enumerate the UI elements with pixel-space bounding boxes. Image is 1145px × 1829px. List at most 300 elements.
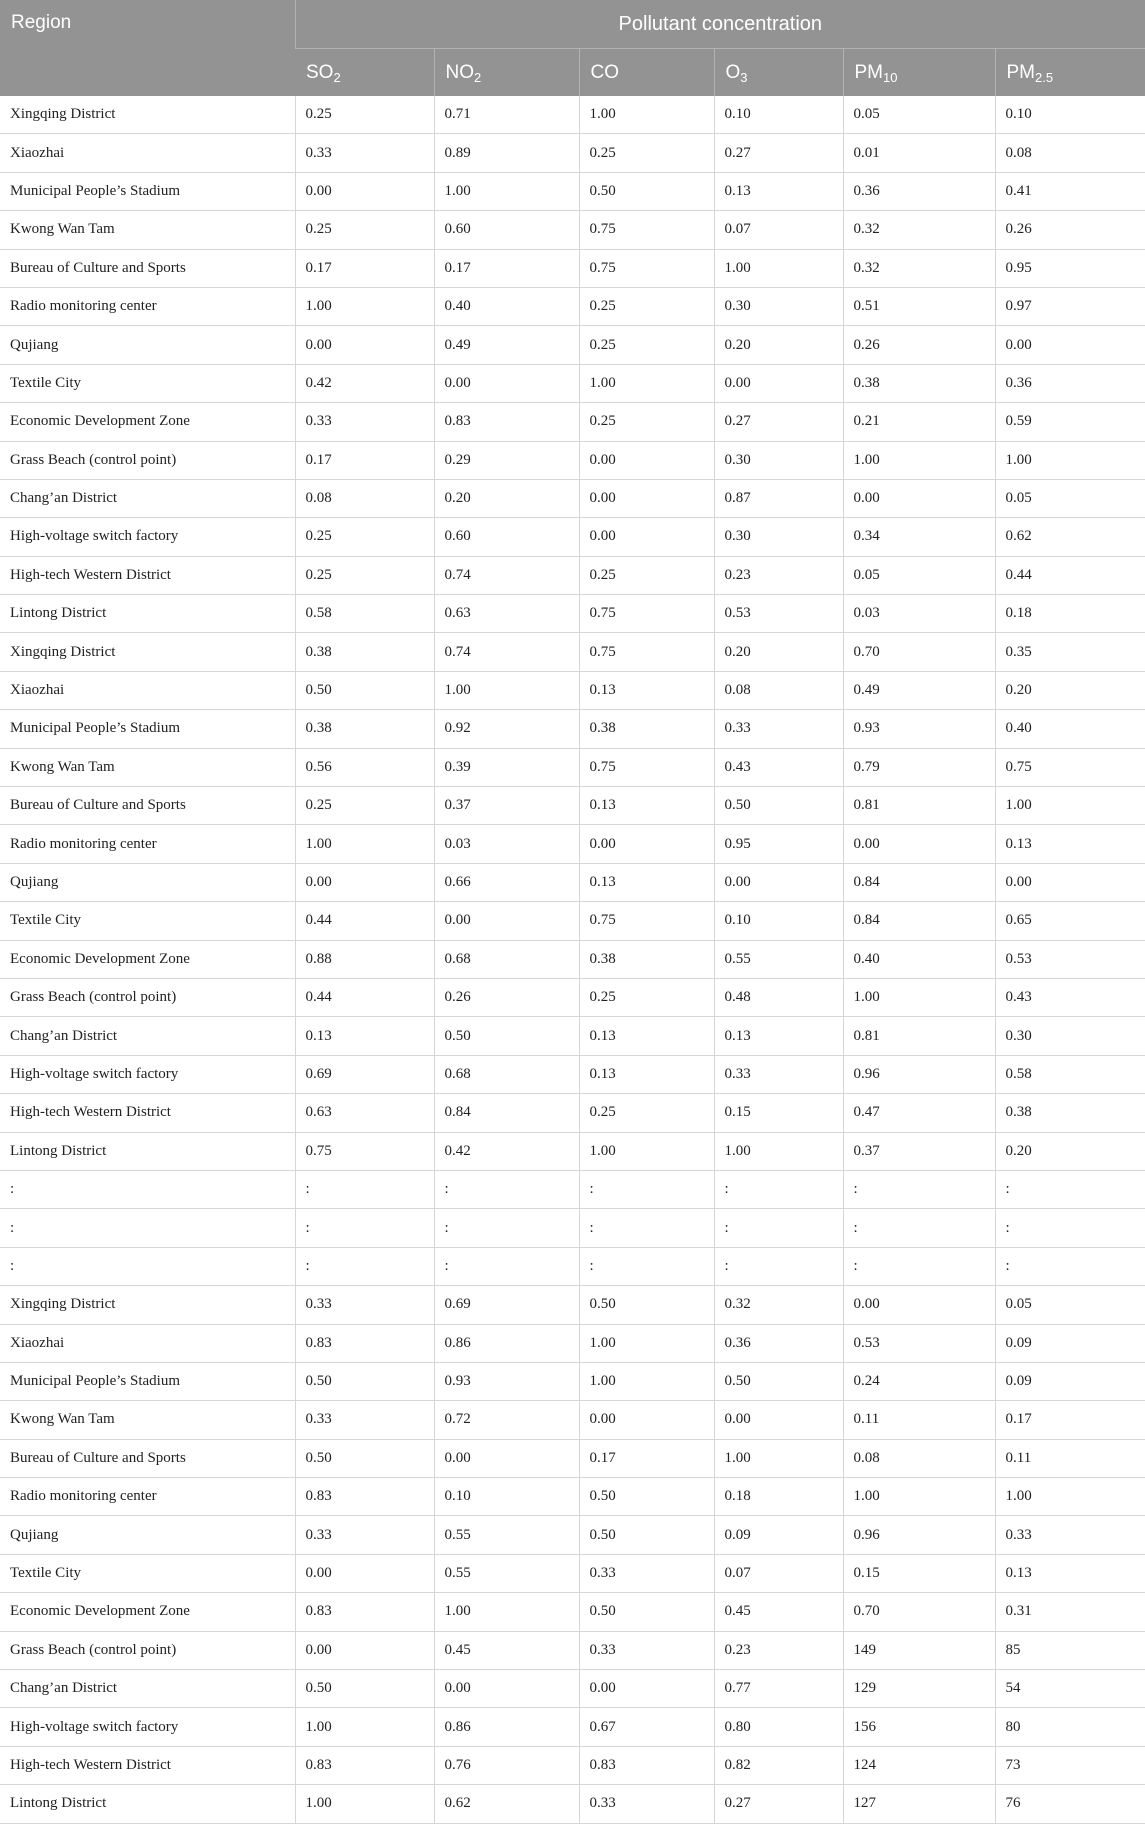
value-cell: 129 bbox=[843, 1670, 995, 1708]
value-cell: 0.26 bbox=[995, 211, 1145, 249]
pollutant-subscript: 3 bbox=[740, 69, 748, 85]
value-cell: 0.50 bbox=[295, 1670, 434, 1708]
value-cell: 0.33 bbox=[579, 1554, 714, 1592]
region-cell: Textile City bbox=[0, 364, 295, 402]
value-cell: 0.00 bbox=[843, 1286, 995, 1324]
value-cell: 0.09 bbox=[995, 1324, 1145, 1362]
value-cell: 0.33 bbox=[295, 1286, 434, 1324]
value-cell: 85 bbox=[995, 1631, 1145, 1669]
value-cell: 0.95 bbox=[714, 825, 843, 863]
value-cell: 54 bbox=[995, 1670, 1145, 1708]
value-cell: 0.60 bbox=[434, 211, 579, 249]
table-row bbox=[0, 1401, 1145, 1439]
value-cell: 0.05 bbox=[995, 479, 1145, 517]
region-cell: Radio monitoring center bbox=[0, 825, 295, 863]
value-cell: 0.84 bbox=[434, 1094, 579, 1132]
value-cell: 0.08 bbox=[295, 479, 434, 517]
region-cell: Kwong Wan Tam bbox=[0, 748, 295, 786]
value-cell: 0.05 bbox=[843, 556, 995, 594]
region-cell: Grass Beach (control point) bbox=[0, 1631, 295, 1669]
value-cell: 0.25 bbox=[579, 556, 714, 594]
region-cell: Grass Beach (control point) bbox=[0, 978, 295, 1016]
value-cell: 0.97 bbox=[995, 287, 1145, 325]
region-cell: Lintong District bbox=[0, 1132, 295, 1170]
value-cell: : bbox=[714, 1209, 843, 1247]
value-cell: 0.29 bbox=[434, 441, 579, 479]
value-cell: 0.32 bbox=[843, 211, 995, 249]
value-cell: 0.50 bbox=[579, 1593, 714, 1631]
region-cell: Xingqing District bbox=[0, 96, 295, 134]
value-cell: 1.00 bbox=[579, 1324, 714, 1362]
value-cell: 0.00 bbox=[434, 364, 579, 402]
value-cell: 1.00 bbox=[434, 671, 579, 709]
value-cell: 0.50 bbox=[295, 1439, 434, 1477]
value-cell: : bbox=[714, 1247, 843, 1285]
value-cell: 0.38 bbox=[843, 364, 995, 402]
pollutant-header bbox=[579, 49, 714, 97]
region-cell: Qujiang bbox=[0, 326, 295, 364]
value-cell: 0.50 bbox=[579, 172, 714, 210]
value-cell: 0.00 bbox=[434, 902, 579, 940]
value-cell: 0.50 bbox=[579, 1516, 714, 1554]
table-row bbox=[0, 1670, 1145, 1708]
value-cell: 0.05 bbox=[843, 96, 995, 134]
pollutant-name: O bbox=[725, 61, 741, 83]
value-cell: 0.20 bbox=[714, 326, 843, 364]
value-cell: 0.08 bbox=[714, 671, 843, 709]
value-cell: : bbox=[843, 1247, 995, 1285]
value-cell: 0.33 bbox=[579, 1631, 714, 1669]
value-cell: : bbox=[714, 1170, 843, 1208]
value-cell: 1.00 bbox=[295, 287, 434, 325]
pollutant-header bbox=[843, 49, 995, 97]
value-cell: 0.00 bbox=[295, 172, 434, 210]
value-cell: 0.00 bbox=[579, 479, 714, 517]
value-cell: 0.68 bbox=[434, 940, 579, 978]
value-cell: 0.13 bbox=[579, 863, 714, 901]
value-cell: 0.07 bbox=[714, 1554, 843, 1592]
value-cell: 0.49 bbox=[843, 671, 995, 709]
value-cell: 0.59 bbox=[995, 403, 1145, 441]
value-cell: 0.50 bbox=[714, 1362, 843, 1400]
value-cell: 0.89 bbox=[434, 134, 579, 172]
region-cell: Municipal People’s Stadium bbox=[0, 710, 295, 748]
table-row bbox=[0, 978, 1145, 1016]
value-cell: : bbox=[295, 1247, 434, 1285]
value-cell: : bbox=[995, 1170, 1145, 1208]
value-cell: 0.96 bbox=[843, 1055, 995, 1093]
value-cell: : bbox=[434, 1209, 579, 1247]
value-cell: 0.75 bbox=[579, 595, 714, 633]
value-cell: 0.07 bbox=[714, 211, 843, 249]
pollutant-name: CO bbox=[590, 61, 619, 83]
table-row bbox=[0, 1631, 1145, 1669]
value-cell: 0.92 bbox=[434, 710, 579, 748]
value-cell: 0.42 bbox=[295, 364, 434, 402]
value-cell: 0.21 bbox=[843, 403, 995, 441]
value-cell: 0.84 bbox=[843, 863, 995, 901]
value-cell: 0.11 bbox=[995, 1439, 1145, 1477]
value-cell: 156 bbox=[843, 1708, 995, 1746]
pollutant-name: PM bbox=[854, 61, 883, 83]
region-cell: Bureau of Culture and Sports bbox=[0, 249, 295, 287]
value-cell: : bbox=[995, 1247, 1145, 1285]
value-cell: 0.40 bbox=[843, 940, 995, 978]
value-cell: 0.83 bbox=[295, 1324, 434, 1362]
value-cell: 0.43 bbox=[995, 978, 1145, 1016]
pollutant-name: NO bbox=[445, 61, 474, 83]
value-cell: 1.00 bbox=[843, 441, 995, 479]
region-cell: Chang’an District bbox=[0, 1017, 295, 1055]
value-cell: 0.17 bbox=[434, 249, 579, 287]
value-cell: 0.39 bbox=[434, 748, 579, 786]
value-cell: 0.70 bbox=[843, 1593, 995, 1631]
value-cell: 0.67 bbox=[579, 1708, 714, 1746]
region-cell: Grass Beach (control point) bbox=[0, 441, 295, 479]
value-cell: 0.13 bbox=[714, 1017, 843, 1055]
table-row bbox=[0, 671, 1145, 709]
value-cell: 0.25 bbox=[579, 1094, 714, 1132]
value-cell: 0.00 bbox=[714, 863, 843, 901]
value-cell: 0.75 bbox=[579, 249, 714, 287]
table-row bbox=[0, 1247, 1145, 1285]
value-cell: 0.34 bbox=[843, 518, 995, 556]
value-cell: 0.37 bbox=[434, 787, 579, 825]
value-cell: 0.65 bbox=[995, 902, 1145, 940]
value-cell: : bbox=[434, 1247, 579, 1285]
value-cell: : bbox=[295, 1170, 434, 1208]
value-cell: 0.25 bbox=[295, 96, 434, 134]
value-cell: 0.08 bbox=[995, 134, 1145, 172]
value-cell: 1.00 bbox=[995, 787, 1145, 825]
value-cell: 0.33 bbox=[295, 1516, 434, 1554]
table-row bbox=[0, 710, 1145, 748]
value-cell: 0.76 bbox=[434, 1746, 579, 1784]
value-cell: 0.25 bbox=[579, 134, 714, 172]
value-cell: 0.82 bbox=[714, 1746, 843, 1784]
value-cell: 0.74 bbox=[434, 556, 579, 594]
value-cell: 0.48 bbox=[714, 978, 843, 1016]
region-cell: Economic Development Zone bbox=[0, 1593, 295, 1631]
value-cell: 1.00 bbox=[579, 96, 714, 134]
value-cell: 0.55 bbox=[714, 940, 843, 978]
region-cell: High-voltage switch factory bbox=[0, 518, 295, 556]
pollutant-subscript: 2 bbox=[474, 69, 482, 85]
table-row bbox=[0, 1362, 1145, 1400]
value-cell: 0.11 bbox=[843, 1401, 995, 1439]
pollutant-subscript: 2 bbox=[333, 69, 341, 85]
value-cell: 0.35 bbox=[995, 633, 1145, 671]
region-cell: High-tech Western District bbox=[0, 1094, 295, 1132]
value-cell: 0.25 bbox=[295, 211, 434, 249]
value-cell: 0.38 bbox=[295, 633, 434, 671]
value-cell: : bbox=[843, 1170, 995, 1208]
value-cell: 0.15 bbox=[843, 1554, 995, 1592]
table-row bbox=[0, 134, 1145, 172]
table-row bbox=[0, 1478, 1145, 1516]
pollutant-header bbox=[434, 49, 579, 97]
value-cell: 1.00 bbox=[434, 172, 579, 210]
region-cell: High-tech Western District bbox=[0, 1746, 295, 1784]
value-cell: 0.26 bbox=[843, 326, 995, 364]
value-cell: 0.50 bbox=[434, 1017, 579, 1055]
value-cell: 0.42 bbox=[434, 1132, 579, 1170]
value-cell: 0.75 bbox=[995, 748, 1145, 786]
table-row bbox=[0, 1170, 1145, 1208]
value-cell: 0.38 bbox=[995, 1094, 1145, 1132]
value-cell: 0.13 bbox=[995, 825, 1145, 863]
value-cell: 0.25 bbox=[579, 978, 714, 1016]
value-cell: 0.00 bbox=[434, 1670, 579, 1708]
table-row bbox=[0, 1055, 1145, 1093]
table-row bbox=[0, 1516, 1145, 1554]
value-cell: 0.63 bbox=[295, 1094, 434, 1132]
value-cell: 0.60 bbox=[434, 518, 579, 556]
value-cell: : bbox=[995, 1209, 1145, 1247]
value-cell: 0.56 bbox=[295, 748, 434, 786]
region-cell: Economic Development Zone bbox=[0, 403, 295, 441]
value-cell: 0.33 bbox=[714, 710, 843, 748]
value-cell: 0.62 bbox=[434, 1785, 579, 1823]
value-cell: 0.15 bbox=[714, 1094, 843, 1132]
value-cell: 0.08 bbox=[843, 1439, 995, 1477]
region-header: Region bbox=[0, 0, 295, 96]
region-cell: Radio monitoring center bbox=[0, 1478, 295, 1516]
value-cell: 0.33 bbox=[995, 1516, 1145, 1554]
table-row bbox=[0, 403, 1145, 441]
value-cell: 0.13 bbox=[714, 172, 843, 210]
value-cell: 0.74 bbox=[434, 633, 579, 671]
region-cell: : bbox=[0, 1209, 295, 1247]
value-cell: 0.83 bbox=[295, 1746, 434, 1784]
value-cell: 0.30 bbox=[714, 441, 843, 479]
value-cell: 0.53 bbox=[995, 940, 1145, 978]
value-cell: 0.50 bbox=[579, 1478, 714, 1516]
value-cell: 0.32 bbox=[843, 249, 995, 287]
value-cell: : bbox=[295, 1209, 434, 1247]
value-cell: : bbox=[579, 1170, 714, 1208]
value-cell: 0.30 bbox=[714, 287, 843, 325]
value-cell: 0.00 bbox=[843, 479, 995, 517]
table-row bbox=[0, 1785, 1145, 1823]
value-cell: 0.47 bbox=[843, 1094, 995, 1132]
value-cell: 0.00 bbox=[995, 863, 1145, 901]
value-cell: 0.23 bbox=[714, 1631, 843, 1669]
value-cell: 1.00 bbox=[995, 1478, 1145, 1516]
pollutant-subscript: 2.5 bbox=[1035, 69, 1054, 85]
region-cell: Textile City bbox=[0, 1554, 295, 1592]
value-cell: 0.40 bbox=[995, 710, 1145, 748]
value-cell: 0.30 bbox=[714, 518, 843, 556]
value-cell: 0.00 bbox=[579, 1670, 714, 1708]
value-cell: 0.55 bbox=[434, 1516, 579, 1554]
value-cell: 0.18 bbox=[995, 595, 1145, 633]
region-cell: : bbox=[0, 1170, 295, 1208]
pollutant-name: PM bbox=[1006, 61, 1035, 83]
value-cell: 0.00 bbox=[434, 1439, 579, 1477]
value-cell: 0.17 bbox=[295, 441, 434, 479]
table-row bbox=[0, 1094, 1145, 1132]
value-cell: 0.25 bbox=[295, 518, 434, 556]
region-cell: Qujiang bbox=[0, 863, 295, 901]
value-cell: 0.58 bbox=[995, 1055, 1145, 1093]
value-cell: 0.87 bbox=[714, 479, 843, 517]
table-row bbox=[0, 1439, 1145, 1477]
value-cell: 0.27 bbox=[714, 1785, 843, 1823]
region-cell: Xingqing District bbox=[0, 1286, 295, 1324]
value-cell: : bbox=[434, 1170, 579, 1208]
value-cell: 0.86 bbox=[434, 1708, 579, 1746]
value-cell: 0.18 bbox=[714, 1478, 843, 1516]
value-cell: 0.69 bbox=[434, 1286, 579, 1324]
value-cell: 1.00 bbox=[714, 1439, 843, 1477]
value-cell: 0.09 bbox=[995, 1362, 1145, 1400]
region-cell: Chang’an District bbox=[0, 1670, 295, 1708]
value-cell: 0.20 bbox=[714, 633, 843, 671]
pollutant-header bbox=[295, 49, 434, 97]
table-row bbox=[0, 633, 1145, 671]
value-cell: 0.00 bbox=[579, 825, 714, 863]
value-cell: 0.00 bbox=[843, 825, 995, 863]
value-cell: 0.33 bbox=[295, 1401, 434, 1439]
value-cell: 0.50 bbox=[714, 787, 843, 825]
value-cell: 0.10 bbox=[714, 902, 843, 940]
table-row bbox=[0, 96, 1145, 134]
value-cell: 0.00 bbox=[714, 364, 843, 402]
value-cell: : bbox=[843, 1209, 995, 1247]
value-cell: 0.33 bbox=[579, 1785, 714, 1823]
value-cell: 0.95 bbox=[995, 249, 1145, 287]
value-cell: 0.96 bbox=[843, 1516, 995, 1554]
region-cell: Bureau of Culture and Sports bbox=[0, 787, 295, 825]
value-cell: 1.00 bbox=[434, 1593, 579, 1631]
value-cell: 0.62 bbox=[995, 518, 1145, 556]
table-row bbox=[0, 940, 1145, 978]
pollutant-subscript: 10 bbox=[883, 69, 898, 85]
value-cell: 0.33 bbox=[295, 403, 434, 441]
table-row bbox=[0, 211, 1145, 249]
table-row bbox=[0, 556, 1145, 594]
table-row bbox=[0, 1746, 1145, 1784]
value-cell: 0.00 bbox=[579, 518, 714, 556]
value-cell: 0.49 bbox=[434, 326, 579, 364]
value-cell: 0.93 bbox=[434, 1362, 579, 1400]
value-cell: 0.72 bbox=[434, 1401, 579, 1439]
region-cell: High-tech Western District bbox=[0, 556, 295, 594]
region-cell: Chang’an District bbox=[0, 479, 295, 517]
value-cell: 0.10 bbox=[995, 96, 1145, 134]
pollutant-group-header: Pollutant concentration bbox=[295, 0, 1145, 49]
table-row bbox=[0, 172, 1145, 210]
region-cell: Radio monitoring center bbox=[0, 287, 295, 325]
region-cell: Xingqing District bbox=[0, 633, 295, 671]
value-cell: 0.75 bbox=[295, 1132, 434, 1170]
value-cell: 0.00 bbox=[579, 1401, 714, 1439]
value-cell: 0.75 bbox=[579, 902, 714, 940]
value-cell: 0.84 bbox=[843, 902, 995, 940]
value-cell: 0.75 bbox=[579, 211, 714, 249]
value-cell: 0.81 bbox=[843, 1017, 995, 1055]
value-cell: 76 bbox=[995, 1785, 1145, 1823]
value-cell: : bbox=[579, 1209, 714, 1247]
value-cell: 0.26 bbox=[434, 978, 579, 1016]
table-row bbox=[0, 287, 1145, 325]
value-cell: 0.31 bbox=[995, 1593, 1145, 1631]
value-cell: 1.00 bbox=[295, 825, 434, 863]
value-cell: 0.27 bbox=[714, 134, 843, 172]
value-cell: 0.50 bbox=[295, 1362, 434, 1400]
region-cell: Xiaozhai bbox=[0, 1324, 295, 1362]
region-cell: Xiaozhai bbox=[0, 134, 295, 172]
value-cell: 124 bbox=[843, 1746, 995, 1784]
value-cell: 149 bbox=[843, 1631, 995, 1669]
value-cell: 1.00 bbox=[843, 1478, 995, 1516]
value-cell: 0.80 bbox=[714, 1708, 843, 1746]
table-row bbox=[0, 1554, 1145, 1592]
table-row bbox=[0, 595, 1145, 633]
value-cell: 0.53 bbox=[714, 595, 843, 633]
value-cell: 0.13 bbox=[579, 1017, 714, 1055]
region-cell: Bureau of Culture and Sports bbox=[0, 1439, 295, 1477]
value-cell: 1.00 bbox=[295, 1785, 434, 1823]
table-row bbox=[0, 748, 1145, 786]
value-cell: 0.17 bbox=[995, 1401, 1145, 1439]
value-cell: 0.10 bbox=[434, 1478, 579, 1516]
value-cell: 0.13 bbox=[579, 1055, 714, 1093]
table-row bbox=[0, 1132, 1145, 1170]
value-cell: 0.00 bbox=[295, 1631, 434, 1669]
value-cell: 0.33 bbox=[714, 1055, 843, 1093]
value-cell: 0.25 bbox=[579, 403, 714, 441]
value-cell: 0.38 bbox=[579, 940, 714, 978]
region-cell: Municipal People’s Stadium bbox=[0, 172, 295, 210]
region-cell: : bbox=[0, 1247, 295, 1285]
pollutant-header bbox=[714, 49, 843, 97]
value-cell: 0.88 bbox=[295, 940, 434, 978]
value-cell: 0.79 bbox=[843, 748, 995, 786]
value-cell: 0.17 bbox=[579, 1439, 714, 1477]
value-cell: 0.25 bbox=[579, 287, 714, 325]
value-cell: 0.25 bbox=[579, 326, 714, 364]
region-cell: Lintong District bbox=[0, 595, 295, 633]
value-cell: 0.36 bbox=[843, 172, 995, 210]
value-cell: 1.00 bbox=[579, 364, 714, 402]
table-row bbox=[0, 902, 1145, 940]
value-cell: 0.13 bbox=[295, 1017, 434, 1055]
table-row bbox=[0, 1286, 1145, 1324]
value-cell: 0.17 bbox=[295, 249, 434, 287]
value-cell: 0.09 bbox=[714, 1516, 843, 1554]
value-cell: 0.44 bbox=[295, 902, 434, 940]
table-row bbox=[0, 518, 1145, 556]
value-cell: 0.23 bbox=[714, 556, 843, 594]
table-row bbox=[0, 1017, 1145, 1055]
table-row bbox=[0, 326, 1145, 364]
value-cell: 0.25 bbox=[295, 556, 434, 594]
value-cell: 0.83 bbox=[295, 1478, 434, 1516]
value-cell: 0.77 bbox=[714, 1670, 843, 1708]
table-row bbox=[0, 825, 1145, 863]
value-cell: 0.00 bbox=[579, 441, 714, 479]
table-row bbox=[0, 863, 1145, 901]
value-cell: 0.03 bbox=[843, 595, 995, 633]
value-cell: 1.00 bbox=[843, 978, 995, 1016]
region-cell: Qujiang bbox=[0, 1516, 295, 1554]
value-cell: 0.93 bbox=[843, 710, 995, 748]
pollutant-name: SO bbox=[306, 61, 334, 83]
value-cell: 0.53 bbox=[843, 1324, 995, 1362]
region-cell: Textile City bbox=[0, 902, 295, 940]
